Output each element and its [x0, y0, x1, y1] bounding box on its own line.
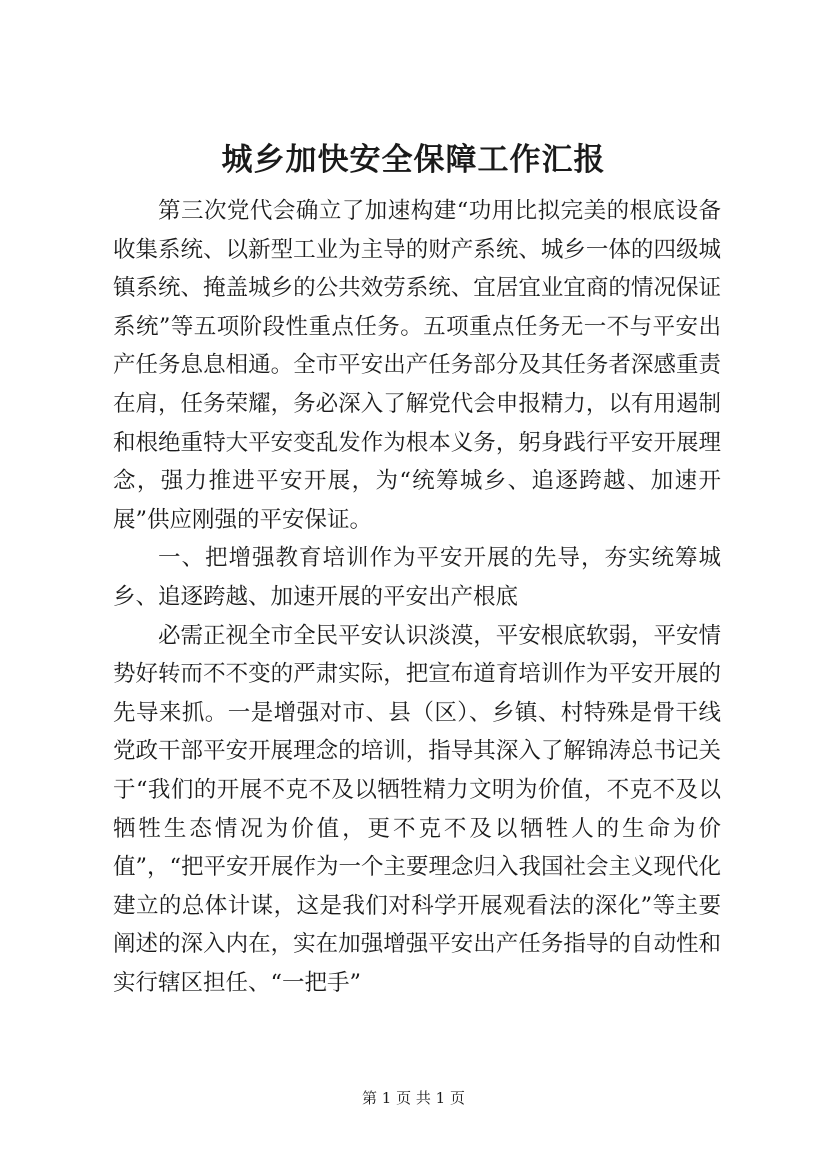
page-footer: 第 1 页 共 1 页 — [362, 1089, 465, 1107]
paragraph-section-body: 必需正视全市全民平安认识淡漠，平安根底软弱，平安情势好转而不不变的严肃实际，把宣布道育培训作为平安开展的先导来抓。一是增强对市、县（区）、乡镇、村特殊是骨干线党政干部平安开展理念的培训，指导其深入了解锦涛总书记关于“我们的开展不克不及以牺牲精力文明为价值，不克不及以牺牲生态情况为价值，更不克不及以牺牲人的生命为价值”，“把平安开展作为一个主要理念归入我国社会主义现代化建立的总体计谋，这是我们对科学开展观看法的深化”等主要阐述的深入内在，实在加强增强平安出产任务指导的自动性和实行辖区担任、“一把手” — [113, 622, 722, 996]
paragraph-intro: 第三次党代会确立了加速构建“功用比拟完美的根底设备收集系统、以新型工业为主导的财产系统、城乡一体的四级城镇系统、掩盖城乡的公共效劳系统、宜居宜业宜商的情况保证系统”等五项阶段性重点任务。五项重点任务无一不与平安出产任务息息相通。全市平安出产任务部分及其任务者深感重责在肩，任务荣耀，务必深入了解党代会申报精力，以有用遏制和根绝重特大平安变乱发作为根本义务，躬身践行平安开展理念，强力推进平安开展，为“统筹城乡、追逐跨越、加速开展”供应刚强的平安保证。 — [113, 198, 721, 533]
paragraph-section-heading: 一、把增强教育培训作为平安开展的先导，夯实统筹城乡、追逐跨越、加速开展的平安出产根底 — [113, 545, 721, 610]
document-title: 城乡加快安全保障工作汇报 — [221, 142, 606, 178]
document-body — [113, 192, 721, 1002]
